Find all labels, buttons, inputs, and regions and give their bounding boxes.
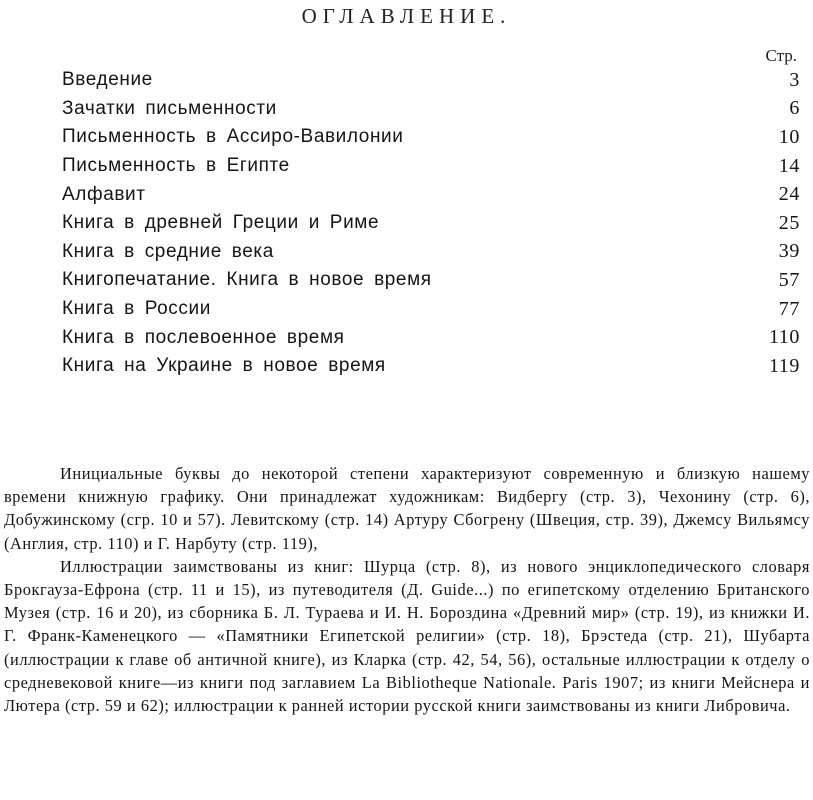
toc-entry-page: 6	[789, 97, 800, 120]
toc-entry-title: Книга в России	[62, 298, 211, 320]
toc-entry-page: 3	[789, 68, 800, 91]
toc-entry	[62, 123, 800, 152]
toc-entry	[62, 352, 800, 381]
illustrations-note-paragraph: Иллюстрации заимствованы из книг: Шурца (стр. 8), из нового энциклопедического словаря Брокгауза-Ефрона (стр. 11 и 15), из путеводителя (Д. Guide...) по египетскому отделению Британского Музея (стр. 16 и 20), из сборника Б. Л. Тураева и И. Н. Бороздина «Древний мир» (стр. 19), из книжки И. Г. Франк-Каменецкого — «Памятники Египетской религии» (стр. 18), Брэстеда (стр. 21), Шубарта (иллюстрации к главе об античной книге), из Кларка (стр. 42, 54, 56), остальные иллюстрации к отделу о средневековой книге—из книги под заглавием La Bibliotheque Nationale. Paris 1907; из книги Мейснера и Лютера (стр. 59 и 62); иллюстрации к ранней истории русской книги заимствованы из книги Либровича.	[4, 556, 810, 716]
toc-entry	[62, 295, 800, 324]
toc-entry-title: Письменность в Египте	[62, 155, 290, 177]
toc-entry-title: Книга в древней Греции и Риме	[62, 212, 380, 234]
page-title: ОГЛАВЛЕНИЕ.	[301, 4, 512, 28]
toc-entry-page: 10	[778, 125, 800, 148]
toc-entry-title: Книга на Украине в новое время	[62, 355, 386, 377]
initials-note-paragraph: Инициальные буквы до некоторой степени характеризуют современную и близкую нашему времени книжную графику. Они принадлежат художникам: Видбергу (стр. 3), Чехонину (стр. 6), Добужинскому (сгр. 10 и 57). Левитскому (стр. 14) Артуру Сбогрену (Швеция, стр. 39), Джемсу Вильямсу (Англия, стр. 110) и Г. Нарбуту (стр. 119),	[4, 464, 810, 553]
toc-entry-title: Книга в средние века	[62, 240, 274, 262]
toc-entry	[62, 266, 800, 295]
toc-entry-page: 39	[778, 240, 800, 263]
toc-entry	[62, 152, 800, 181]
toc-entry-page: 119	[768, 354, 800, 377]
page-column-label: Стр.	[765, 46, 797, 65]
toc-entry-page: 77	[778, 297, 800, 320]
toc-entry	[62, 238, 800, 267]
toc-entry-page: 14	[778, 154, 800, 177]
toc-entry-title: Алфавит	[62, 183, 146, 205]
toc-entry	[62, 180, 800, 209]
toc-entry-page: 110	[768, 326, 800, 349]
toc-entry-page: 24	[778, 183, 800, 206]
toc-entry-title: Книга в послевоенное время	[62, 326, 345, 348]
toc-entry-page: 57	[778, 268, 800, 291]
toc-entry	[62, 209, 800, 238]
table-of-contents	[62, 66, 800, 381]
toc-entry	[62, 66, 800, 95]
toc-entry-title: Письменность в Ассиро-Вавилонии	[62, 126, 404, 148]
toc-entry-page: 25	[778, 211, 800, 234]
toc-entry-title: Введение	[62, 69, 153, 91]
toc-entry	[62, 323, 800, 352]
toc-entry-title: Зачатки письменности	[62, 97, 277, 119]
toc-entry-title: Книгопечатание. Книга в новое время	[62, 269, 432, 291]
notes-section	[4, 462, 810, 717]
toc-entry	[62, 95, 800, 124]
